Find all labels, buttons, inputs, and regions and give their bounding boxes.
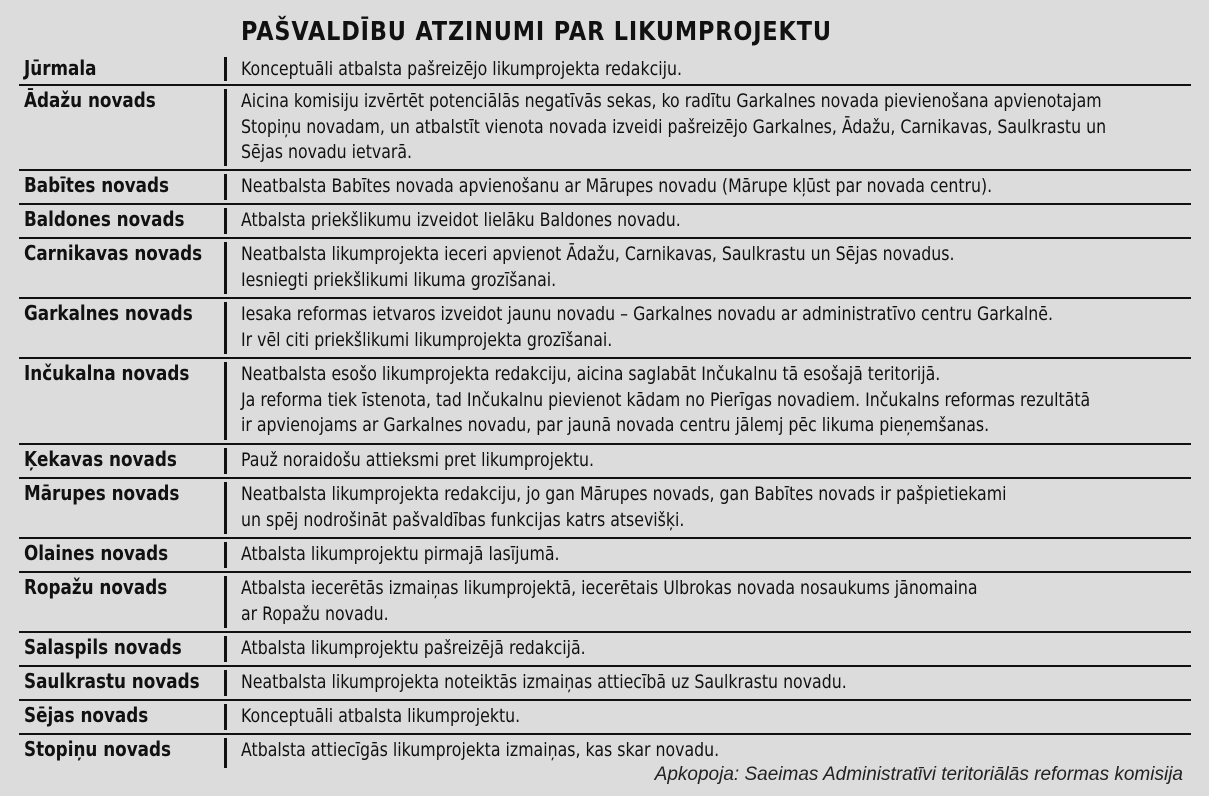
opinion-line: Atbalsta iecerētās izmaiņas likumprojektā, iecerētais Ulbrokas novada nosaukums jānomaina	[241, 577, 978, 599]
opinion-line: Ir vēl citi priekšlikumi likumprojekta grozīšanai.	[241, 328, 613, 351]
municipality-name: Ropažu novads	[24, 575, 168, 599]
opinion-line: Neatbalsta likumprojekta noteiktās izmaiņas attiecībā uz Saulkrastu novadu.	[241, 671, 847, 693]
opinion-text	[241, 89, 1154, 166]
municipality-name: Mārupes novads	[24, 481, 180, 505]
opinion-text	[241, 482, 1154, 533]
column-divider	[224, 174, 227, 200]
table-row	[19, 205, 1191, 239]
opinion-line: Ja reforma tiek īstenota, tad Inčukalnu pievienot kādam no Pierīgas novadiem. Inčukalns reformas rezultātā	[241, 388, 1091, 411]
opinion-line: Iesaka reformas ietvaros izveidot jaunu novadu – Garkalnes novadu ar administratīvo centru Garkalnē.	[241, 303, 1054, 325]
municipality-name: Olaines novads	[24, 541, 169, 565]
opinion-text	[241, 57, 1154, 83]
opinion-line: Atbalsta attiecīgās likumprojekta izmaiņas, kas skar novadu.	[241, 739, 720, 761]
opinion-text	[241, 242, 1154, 293]
opinion-text	[241, 576, 1154, 627]
opinion-text	[241, 302, 1154, 353]
column-divider	[224, 636, 227, 662]
municipality-name: Baldones novads	[24, 207, 185, 231]
opinion-text	[241, 704, 1154, 730]
opinion-line: Neatbalsta esošo likumprojekta redakciju, aicina saglabāt Inčukalnu tā esošajā teritorijā.	[241, 363, 941, 385]
column-divider	[224, 738, 227, 768]
opinion-text	[241, 636, 1154, 662]
opinion-line: Neatbalsta likumprojekta redakciju, jo gan Mārupes novads, gan Babītes novads ir pašpietiekami	[241, 483, 1007, 505]
opinion-line: Pauž noraidošu attieksmi pret likumprojektu.	[241, 449, 595, 471]
page-title: PAŠVALDĪBU ATZINUMI PAR LIKUMPROJEKTU	[241, 17, 832, 47]
municipality-name: Sējas novads	[24, 703, 149, 727]
column-divider	[224, 576, 227, 628]
table-row	[19, 239, 1191, 299]
table-row	[19, 701, 1191, 735]
opinion-line: Konceptuāli atbalsta pašreizējo likumprojekta redakciju.	[241, 58, 683, 80]
column-divider	[224, 302, 227, 354]
municipality-name: Babītes novads	[24, 173, 170, 197]
opinion-text	[241, 208, 1154, 234]
opinion-line: Neatbalsta Babītes novada apvienošanu ar Mārupes novadu (Mārupe kļūst par novada centru).	[241, 175, 993, 197]
opinion-line: Aicina komisiju izvērtēt potenciālās negatīvās sekas, ko radītu Garkalnes novada pievienošana apvienotajam	[241, 90, 1102, 112]
opinion-line: ar Ropažu novadu.	[241, 602, 389, 625]
opinion-text	[241, 362, 1154, 439]
opinion-text	[241, 174, 1154, 200]
opinion-line: ir apvienojams ar Garkalnes novadu, par jaunā novada centru jālemj pēc likuma pieņemšanas.	[241, 414, 990, 436]
source-credit: Apkopoja: Saeimas Administratīvi teritoriālās reformas komisija	[654, 764, 1183, 785]
opinion-line: Neatbalsta likumprojekta ieceri apvienot Ādažu, Carnikavas, Saulkrastu un Sējas novadus.	[241, 243, 955, 265]
opinion-line: Sējas novadu ietvarā.	[241, 141, 413, 163]
table-row	[19, 299, 1191, 359]
column-divider	[224, 670, 227, 696]
column-divider	[224, 542, 227, 568]
opinion-text	[241, 670, 1154, 696]
municipality-name: Salaspils novads	[24, 635, 182, 659]
table-row	[19, 359, 1191, 445]
opinion-line: Atbalsta priekšlikumu izveidot lielāku Baldones novadu.	[241, 209, 681, 231]
opinion-line: Konceptuāli atbalsta likumprojektu.	[241, 705, 521, 727]
municipality-name: Inčukalna novads	[24, 361, 190, 385]
table-row	[19, 573, 1191, 633]
municipality-name: Ķekavas novads	[24, 447, 177, 471]
table-row	[19, 479, 1191, 539]
opinion-line: Iesniegti priekšlikumi likuma grozīšanai.	[241, 268, 557, 291]
column-divider	[224, 208, 227, 234]
opinion-text	[241, 448, 1154, 474]
table-row	[19, 171, 1191, 205]
table-row	[19, 633, 1191, 667]
column-divider	[224, 242, 227, 294]
municipality-name: Stopiņu novads	[24, 737, 172, 761]
opinion-text	[241, 738, 1154, 764]
opinion-text	[241, 542, 1154, 568]
municipality-name: Ādažu novads	[24, 88, 156, 112]
municipality-name: Carnikavas novads	[24, 241, 203, 265]
opinions-table	[19, 54, 1191, 771]
column-divider	[224, 448, 227, 474]
municipality-name: Saulkrastu novads	[24, 669, 200, 693]
table-row	[19, 667, 1191, 701]
table-row	[19, 445, 1191, 479]
column-divider	[224, 362, 227, 440]
table-row	[19, 539, 1191, 573]
opinion-line: Atbalsta likumprojektu pašreizējā redakcijā.	[241, 637, 586, 659]
municipality-name: Garkalnes novads	[24, 301, 193, 325]
table-row	[19, 54, 1191, 86]
table-row	[19, 86, 1191, 171]
column-divider	[224, 57, 227, 81]
column-divider	[224, 482, 227, 534]
opinion-line: un spēj nodrošināt pašvaldības funkcijas katrs atsevišķi.	[241, 508, 685, 531]
column-divider	[224, 89, 227, 166]
opinion-line: Atbalsta likumprojektu pirmajā lasījumā.	[241, 543, 560, 565]
column-divider	[224, 704, 227, 730]
municipality-name: Jūrmala	[24, 56, 97, 80]
opinion-line: Stopiņu novadam, un atbalstīt vienota novada izveidi pašreizējo Garkalnes, Ādažu, Carnikavas, Saulkrastu un	[241, 115, 1107, 138]
